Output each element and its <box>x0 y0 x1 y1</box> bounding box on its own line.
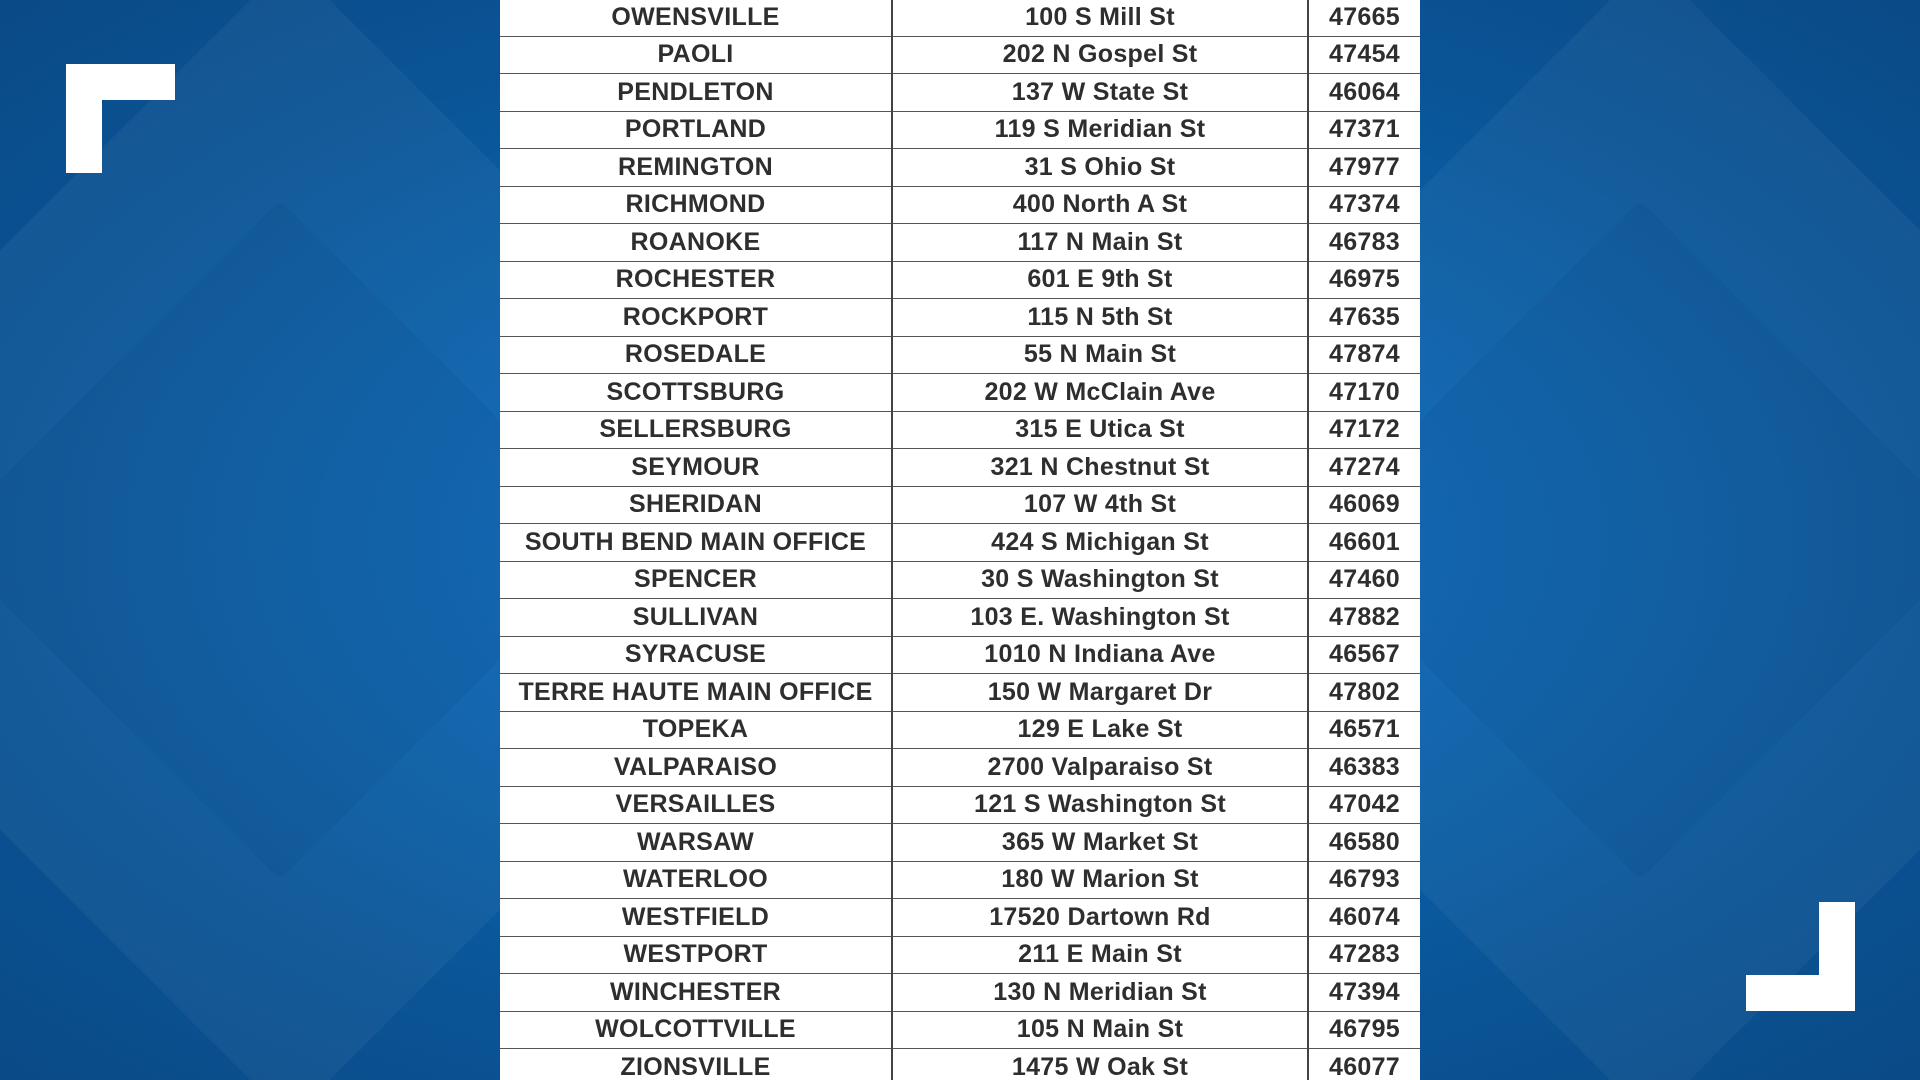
address-cell: 105 N Main St <box>892 1011 1308 1049</box>
address-cell: 211 E Main St <box>892 936 1308 974</box>
office-name-cell: PORTLAND <box>500 111 892 149</box>
zip-code-cell: 47172 <box>1308 411 1420 449</box>
office-name-cell: SELLERSBURG <box>500 411 892 449</box>
zip-code-cell: 46383 <box>1308 749 1420 787</box>
office-name-cell: WARSAW <box>500 824 892 862</box>
zip-code-cell: 46795 <box>1308 1011 1420 1049</box>
zip-code-cell: 46793 <box>1308 861 1420 899</box>
post-office-table-panel <box>500 0 1420 1080</box>
address-cell: 1010 N Indiana Ave <box>892 636 1308 674</box>
address-cell: 17520 Dartown Rd <box>892 899 1308 937</box>
table-row <box>500 861 1420 899</box>
zip-code-cell: 47874 <box>1308 336 1420 374</box>
office-name-cell: SHERIDAN <box>500 486 892 524</box>
table-row <box>500 561 1420 599</box>
office-name-cell: SYRACUSE <box>500 636 892 674</box>
office-name-cell: WESTFIELD <box>500 899 892 937</box>
office-name-cell: VALPARAISO <box>500 749 892 787</box>
office-name-cell: REMINGTON <box>500 149 892 187</box>
table-row <box>500 224 1420 262</box>
zip-code-cell: 47374 <box>1308 186 1420 224</box>
address-cell: 202 W McClain Ave <box>892 374 1308 412</box>
table-row <box>500 674 1420 712</box>
zip-code-cell: 47454 <box>1308 36 1420 74</box>
office-name-cell: ROCHESTER <box>500 261 892 299</box>
office-name-cell: TERRE HAUTE MAIN OFFICE <box>500 674 892 712</box>
zip-code-cell: 46783 <box>1308 224 1420 262</box>
address-cell: 119 S Meridian St <box>892 111 1308 149</box>
table-row <box>500 411 1420 449</box>
address-cell: 1475 W Oak St <box>892 1049 1308 1080</box>
address-cell: 55 N Main St <box>892 336 1308 374</box>
corner-bracket-top-left <box>66 64 175 173</box>
table-row <box>500 599 1420 637</box>
zip-code-cell: 47977 <box>1308 149 1420 187</box>
address-cell: 117 N Main St <box>892 224 1308 262</box>
office-name-cell: VERSAILLES <box>500 786 892 824</box>
table-row <box>500 974 1420 1012</box>
zip-code-cell: 47635 <box>1308 299 1420 337</box>
table-row <box>500 749 1420 787</box>
post-office-table-body <box>500 0 1420 1080</box>
table-row <box>500 374 1420 412</box>
zip-code-cell: 46077 <box>1308 1049 1420 1080</box>
zip-code-cell: 47882 <box>1308 599 1420 637</box>
table-row <box>500 449 1420 487</box>
office-name-cell: ROANOKE <box>500 224 892 262</box>
address-cell: 115 N 5th St <box>892 299 1308 337</box>
zip-code-cell: 46074 <box>1308 899 1420 937</box>
office-name-cell: SOUTH BEND MAIN OFFICE <box>500 524 892 562</box>
table-row <box>500 824 1420 862</box>
address-cell: 129 E Lake St <box>892 711 1308 749</box>
address-cell: 137 W State St <box>892 74 1308 112</box>
address-cell: 180 W Marion St <box>892 861 1308 899</box>
table-row <box>500 336 1420 374</box>
zip-code-cell: 47274 <box>1308 449 1420 487</box>
office-name-cell: ROSEDALE <box>500 336 892 374</box>
post-office-table <box>500 0 1420 1080</box>
zip-code-cell: 47371 <box>1308 111 1420 149</box>
office-name-cell: WESTPORT <box>500 936 892 974</box>
address-cell: 601 E 9th St <box>892 261 1308 299</box>
table-row <box>500 186 1420 224</box>
zip-code-cell: 47042 <box>1308 786 1420 824</box>
zip-code-cell: 47283 <box>1308 936 1420 974</box>
table-row <box>500 636 1420 674</box>
table-row <box>500 74 1420 112</box>
address-cell: 150 W Margaret Dr <box>892 674 1308 712</box>
address-cell: 365 W Market St <box>892 824 1308 862</box>
zip-code-cell: 46601 <box>1308 524 1420 562</box>
office-name-cell: PAOLI <box>500 36 892 74</box>
address-cell: 130 N Meridian St <box>892 974 1308 1012</box>
address-cell: 321 N Chestnut St <box>892 449 1308 487</box>
office-name-cell: SEYMOUR <box>500 449 892 487</box>
zip-code-cell: 46580 <box>1308 824 1420 862</box>
office-name-cell: ROCKPORT <box>500 299 892 337</box>
corner-bracket-bottom-right <box>1746 902 1855 1011</box>
table-row <box>500 1011 1420 1049</box>
table-row <box>500 111 1420 149</box>
zip-code-cell: 47802 <box>1308 674 1420 712</box>
zip-code-cell: 46069 <box>1308 486 1420 524</box>
zip-code-cell: 47170 <box>1308 374 1420 412</box>
office-name-cell: OWENSVILLE <box>500 0 892 36</box>
table-row <box>500 786 1420 824</box>
address-cell: 400 North A St <box>892 186 1308 224</box>
office-name-cell: WATERLOO <box>500 861 892 899</box>
address-cell: 31 S Ohio St <box>892 149 1308 187</box>
zip-code-cell: 47665 <box>1308 0 1420 36</box>
table-row <box>500 486 1420 524</box>
zip-code-cell: 46064 <box>1308 74 1420 112</box>
office-name-cell: SULLIVAN <box>500 599 892 637</box>
office-name-cell: RICHMOND <box>500 186 892 224</box>
table-row <box>500 36 1420 74</box>
table-row <box>500 711 1420 749</box>
address-cell: 100 S Mill St <box>892 0 1308 36</box>
table-row <box>500 936 1420 974</box>
office-name-cell: SPENCER <box>500 561 892 599</box>
table-row <box>500 899 1420 937</box>
table-row <box>500 524 1420 562</box>
table-row <box>500 149 1420 187</box>
zip-code-cell: 47460 <box>1308 561 1420 599</box>
table-row <box>500 261 1420 299</box>
office-name-cell: WINCHESTER <box>500 974 892 1012</box>
table-row <box>500 1049 1420 1080</box>
address-cell: 2700 Valparaiso St <box>892 749 1308 787</box>
address-cell: 107 W 4th St <box>892 486 1308 524</box>
office-name-cell: ZIONSVILLE <box>500 1049 892 1080</box>
address-cell: 424 S Michigan St <box>892 524 1308 562</box>
office-name-cell: SCOTTSBURG <box>500 374 892 412</box>
zip-code-cell: 47394 <box>1308 974 1420 1012</box>
office-name-cell: PENDLETON <box>500 74 892 112</box>
table-row <box>500 0 1420 36</box>
address-cell: 315 E Utica St <box>892 411 1308 449</box>
address-cell: 202 N Gospel St <box>892 36 1308 74</box>
zip-code-cell: 46567 <box>1308 636 1420 674</box>
office-name-cell: WOLCOTTVILLE <box>500 1011 892 1049</box>
zip-code-cell: 46571 <box>1308 711 1420 749</box>
address-cell: 30 S Washington St <box>892 561 1308 599</box>
address-cell: 103 E. Washington St <box>892 599 1308 637</box>
office-name-cell: TOPEKA <box>500 711 892 749</box>
table-row <box>500 299 1420 337</box>
address-cell: 121 S Washington St <box>892 786 1308 824</box>
zip-code-cell: 46975 <box>1308 261 1420 299</box>
